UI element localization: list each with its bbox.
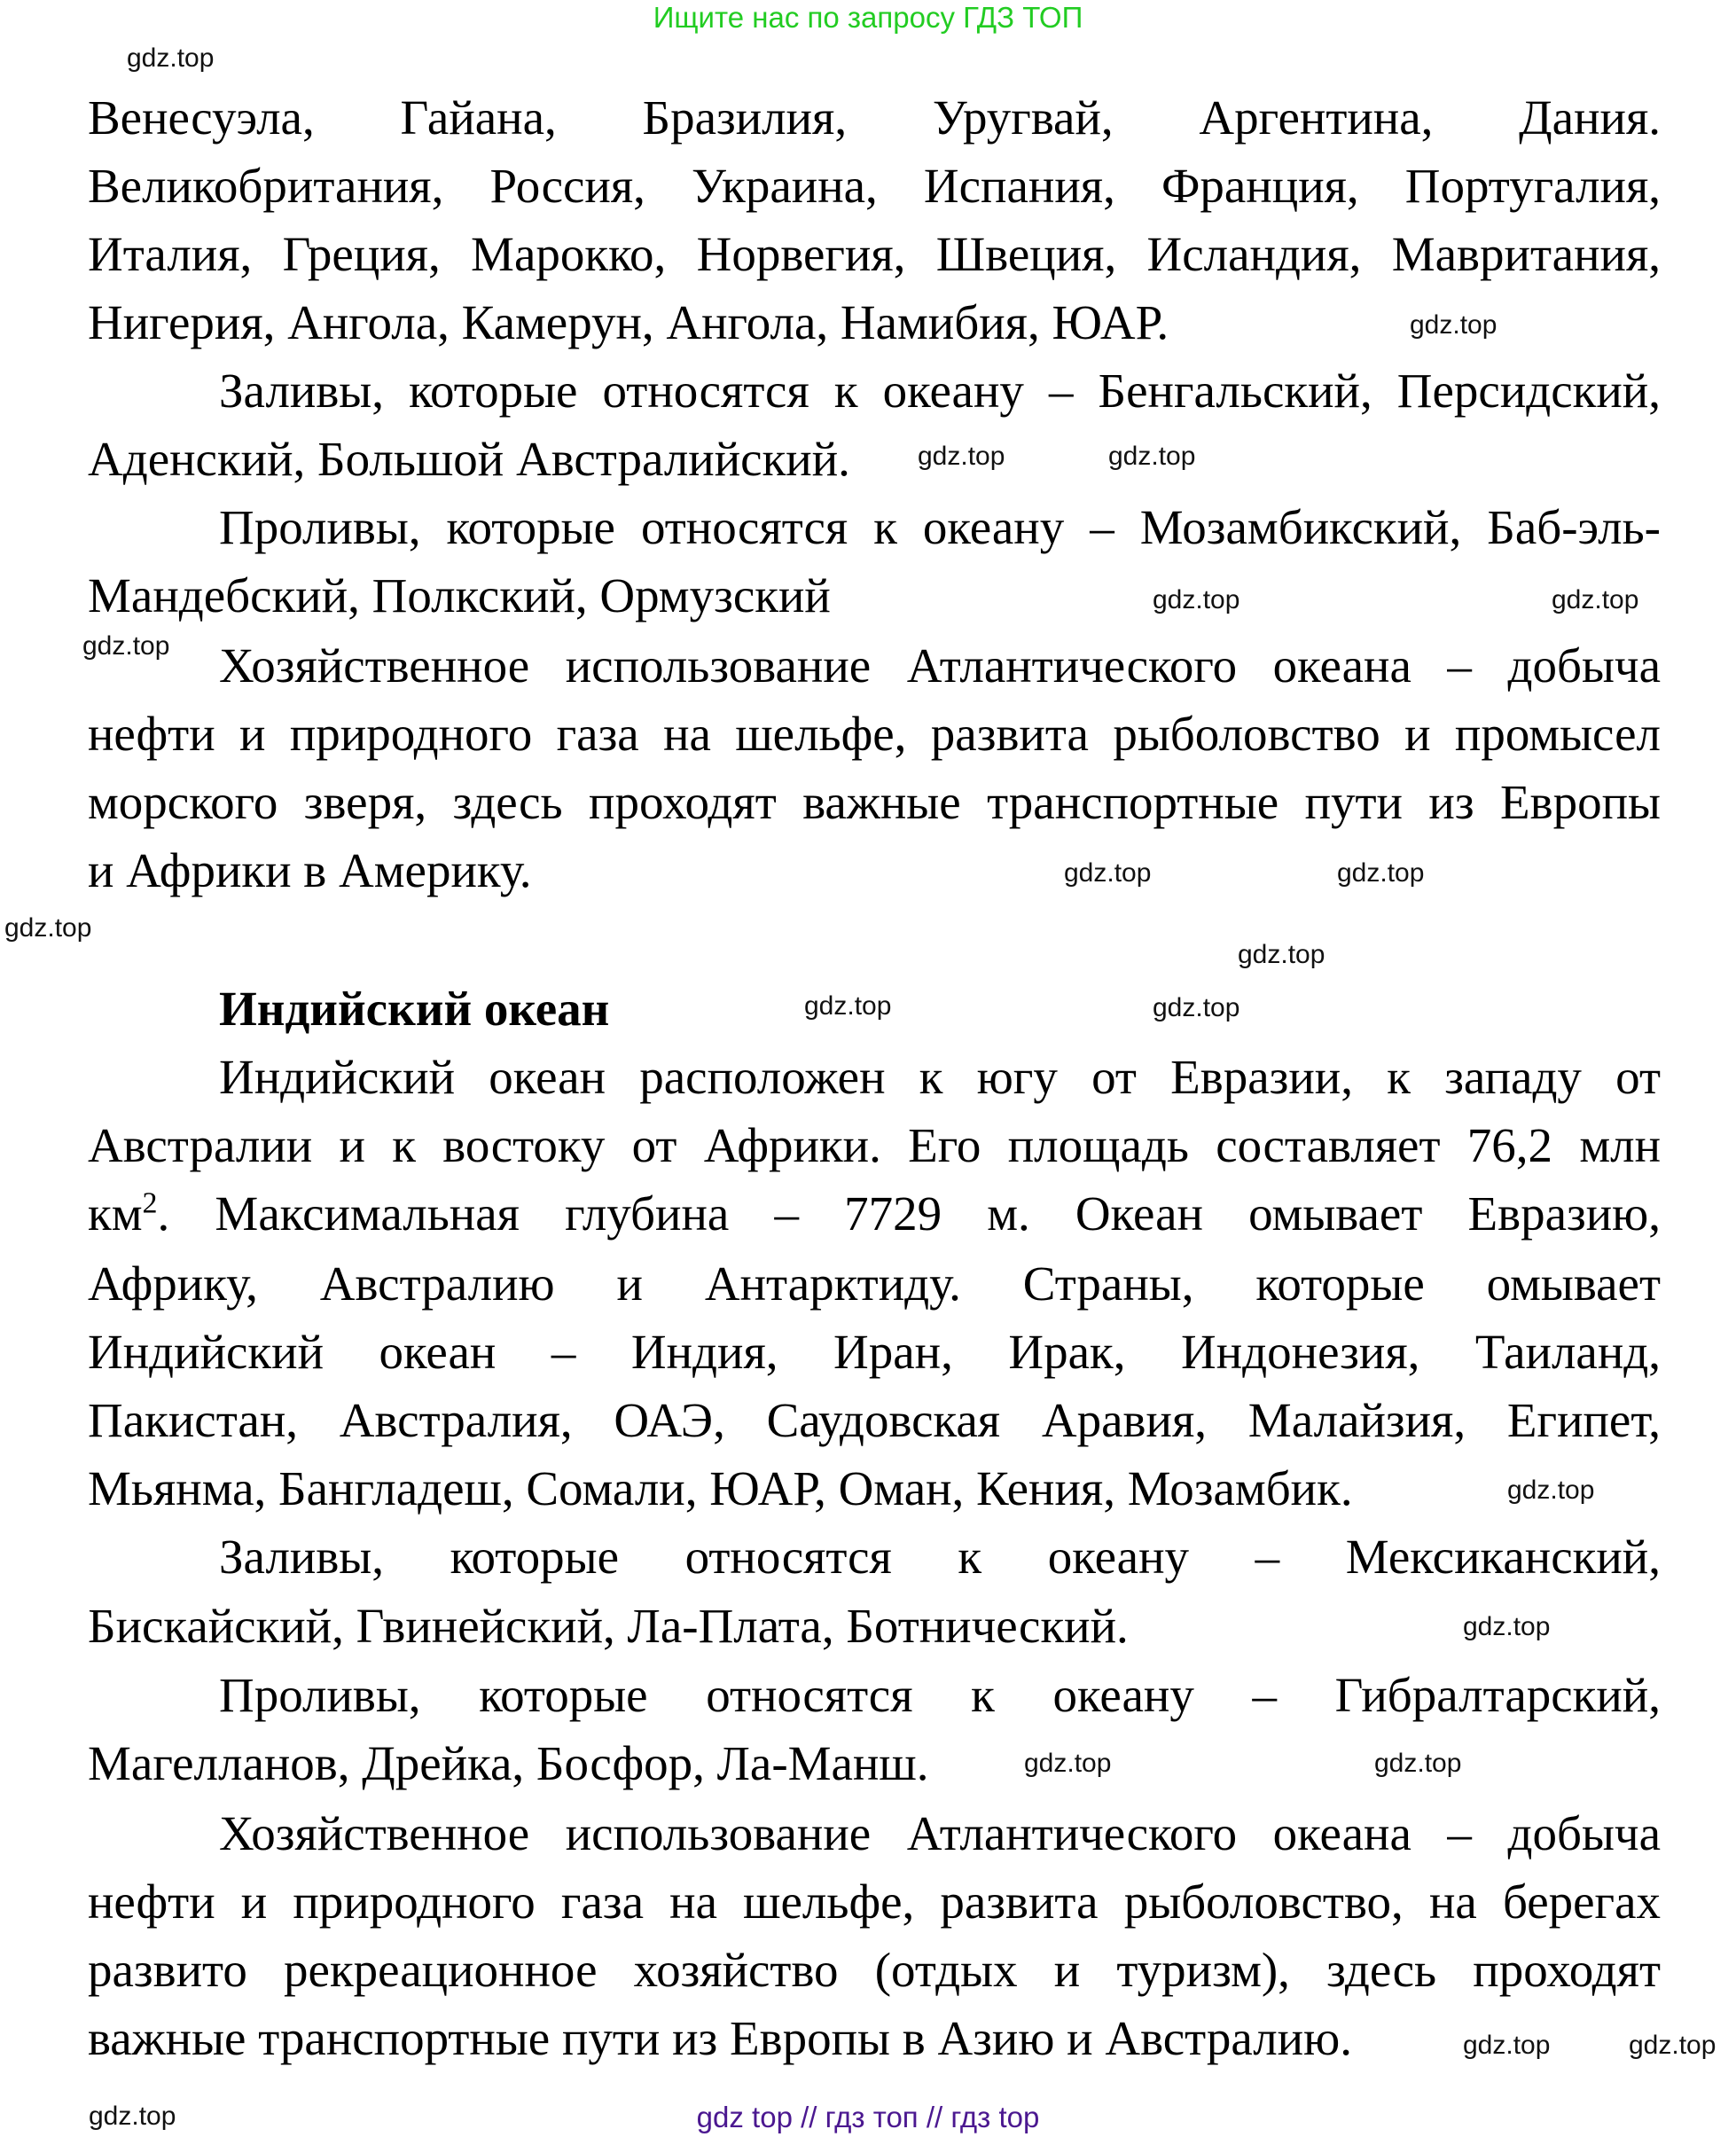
line-text: Магелланов, Дрейка, Босфор, Ла-Манш. [88,1736,929,1790]
watermark-text: gdz.top [1629,2031,1716,2060]
line-text: Мьянма, Бангладеш, Сомали, ЮАР, Оман, Кения, Мозамбик. [88,1461,1353,1515]
line-text: Хозяйственное использование Атлантического океана – добыча [219,1806,1661,1860]
line-text: нефти и природного газа на шельфе, развита рыболовство, на берегах [88,1875,1661,1929]
text-line [219,633,1661,699]
line-text: Мандебский, Полкский, Ормузский [88,568,831,622]
watermark-text: gdz.top [89,2102,176,2131]
text-line [88,770,1661,835]
watermark-text: gdz.top [804,991,892,1021]
line-text: Заливы, которые относятся к океану – Мексиканский, [219,1530,1661,1584]
text-line [88,1181,1661,1247]
watermark-text: gdz.top [82,631,170,661]
line-text: Индийский океан [219,982,610,1036]
watermark-text: gdz.top [127,43,215,73]
line-text: и Африки в Америку. [88,843,532,897]
line-text: Австралии и к востоку от Африки. Его площадь составляет 76,2 млн [88,1118,1661,1172]
watermark-text: gdz.top [4,913,92,943]
line-text-rest: . Максимальная глубина – 7729 м. Океан омывает Евразию, [157,1186,1661,1241]
watermark-text: gdz.top [1463,1612,1551,1641]
line-text: Индийский океан – Индия, Иран, Ирак, Индонезия, Таиланд, [88,1325,1661,1379]
watermark-text: gdz.top [1024,1749,1112,1778]
text-line [88,838,1661,904]
watermark-text: gdz.top [1238,940,1325,969]
line-text: Венесуэла, Гайана, Бразилия, Уругвай, Аргентина, Дания. [88,90,1661,145]
line-text: нефти и природного газа на шельфе, развита рыболовство и промысел [88,707,1661,761]
text-line [219,495,1661,560]
footer-watermark: gdz top // гдз топ // гдз top [696,2101,1040,2133]
line-text: Индийский океан расположен к югу от Евразии, к западу от [219,1050,1661,1104]
line-text: Нигерия, Ангола, Камерун, Ангола, Намибия, ЮАР. [88,295,1169,349]
watermark-text: gdz.top [918,442,1005,471]
line-text: Заливы, которые относятся к океану – Бенгальский, Персидский, [219,364,1661,418]
watermark-text: gdz.top [1108,442,1196,471]
superscript: 2 [142,1186,158,1220]
text-line [88,153,1661,219]
text-line [219,1801,1661,1867]
watermark-text: gdz.top [1552,585,1639,614]
line-text: Бискайский, Гвинейский, Ла-Плата, Ботнический. [88,1599,1129,1653]
watermark-text: gdz.top [1507,1476,1595,1505]
watermark-text: gdz.top [1064,858,1152,888]
line-text: Великобритания, Россия, Украина, Испания, Франция, Португалия, [88,159,1661,213]
text-line [88,1456,1661,1522]
line-text: важные транспортные пути из Европы в Азию и Австралию. [88,2011,1352,2065]
text-line [88,1113,1661,1178]
line-text: морского зверя, здесь проходят важные транспортные пути из Европы [88,775,1661,829]
watermark-text: gdz.top [1463,2031,1551,2060]
text-line [88,701,1661,767]
line-text: Хозяйственное использование Атлантического океана – добыча [219,638,1661,693]
search-banner: Ищите нас по запросу ГДЗ ТОП [653,1,1083,34]
watermark-text: gdz.top [1153,993,1240,1022]
text-line [88,1388,1661,1453]
line-text: Африку, Австралию и Антарктиду. Страны, которые омывает [88,1256,1661,1311]
section-heading [219,976,1661,1042]
text-line [88,1593,1661,1659]
text-line [88,222,1661,287]
text-line [219,358,1661,424]
watermark-text: gdz.top [1374,1749,1462,1778]
text-line [219,1663,1661,1728]
line-text: Пакистан, Австралия, ОАЭ, Саудовская Аравия, Малайзия, Египет, [88,1393,1661,1447]
line-text: км [88,1186,143,1241]
line-text: развито рекреационное хозяйство (отдых и туризм), здесь проходят [88,1943,1661,1997]
text-line [88,85,1661,151]
text-line [88,427,1661,492]
text-line [88,1319,1661,1385]
text-line [219,1045,1661,1110]
text-line [219,1524,1661,1590]
text-line [88,1869,1661,1935]
watermark-text: gdz.top [1337,858,1425,888]
line-text: Аденский, Большой Австралийский. [88,432,850,486]
line-text: Проливы, которые относятся к океану – Мозамбикский, Баб-эль- [219,500,1661,554]
text-line [88,1251,1661,1317]
text-line [88,1937,1661,2003]
text-line [88,563,1661,629]
watermark-text: gdz.top [1153,585,1240,614]
line-text: Италия, Греция, Марокко, Норвегия, Швеция, Исландия, Мавритания, [88,227,1661,281]
line-text: Проливы, которые относятся к океану – Гибралтарский, [219,1668,1661,1722]
text-line [88,2006,1661,2071]
watermark-text: gdz.top [1410,310,1497,340]
